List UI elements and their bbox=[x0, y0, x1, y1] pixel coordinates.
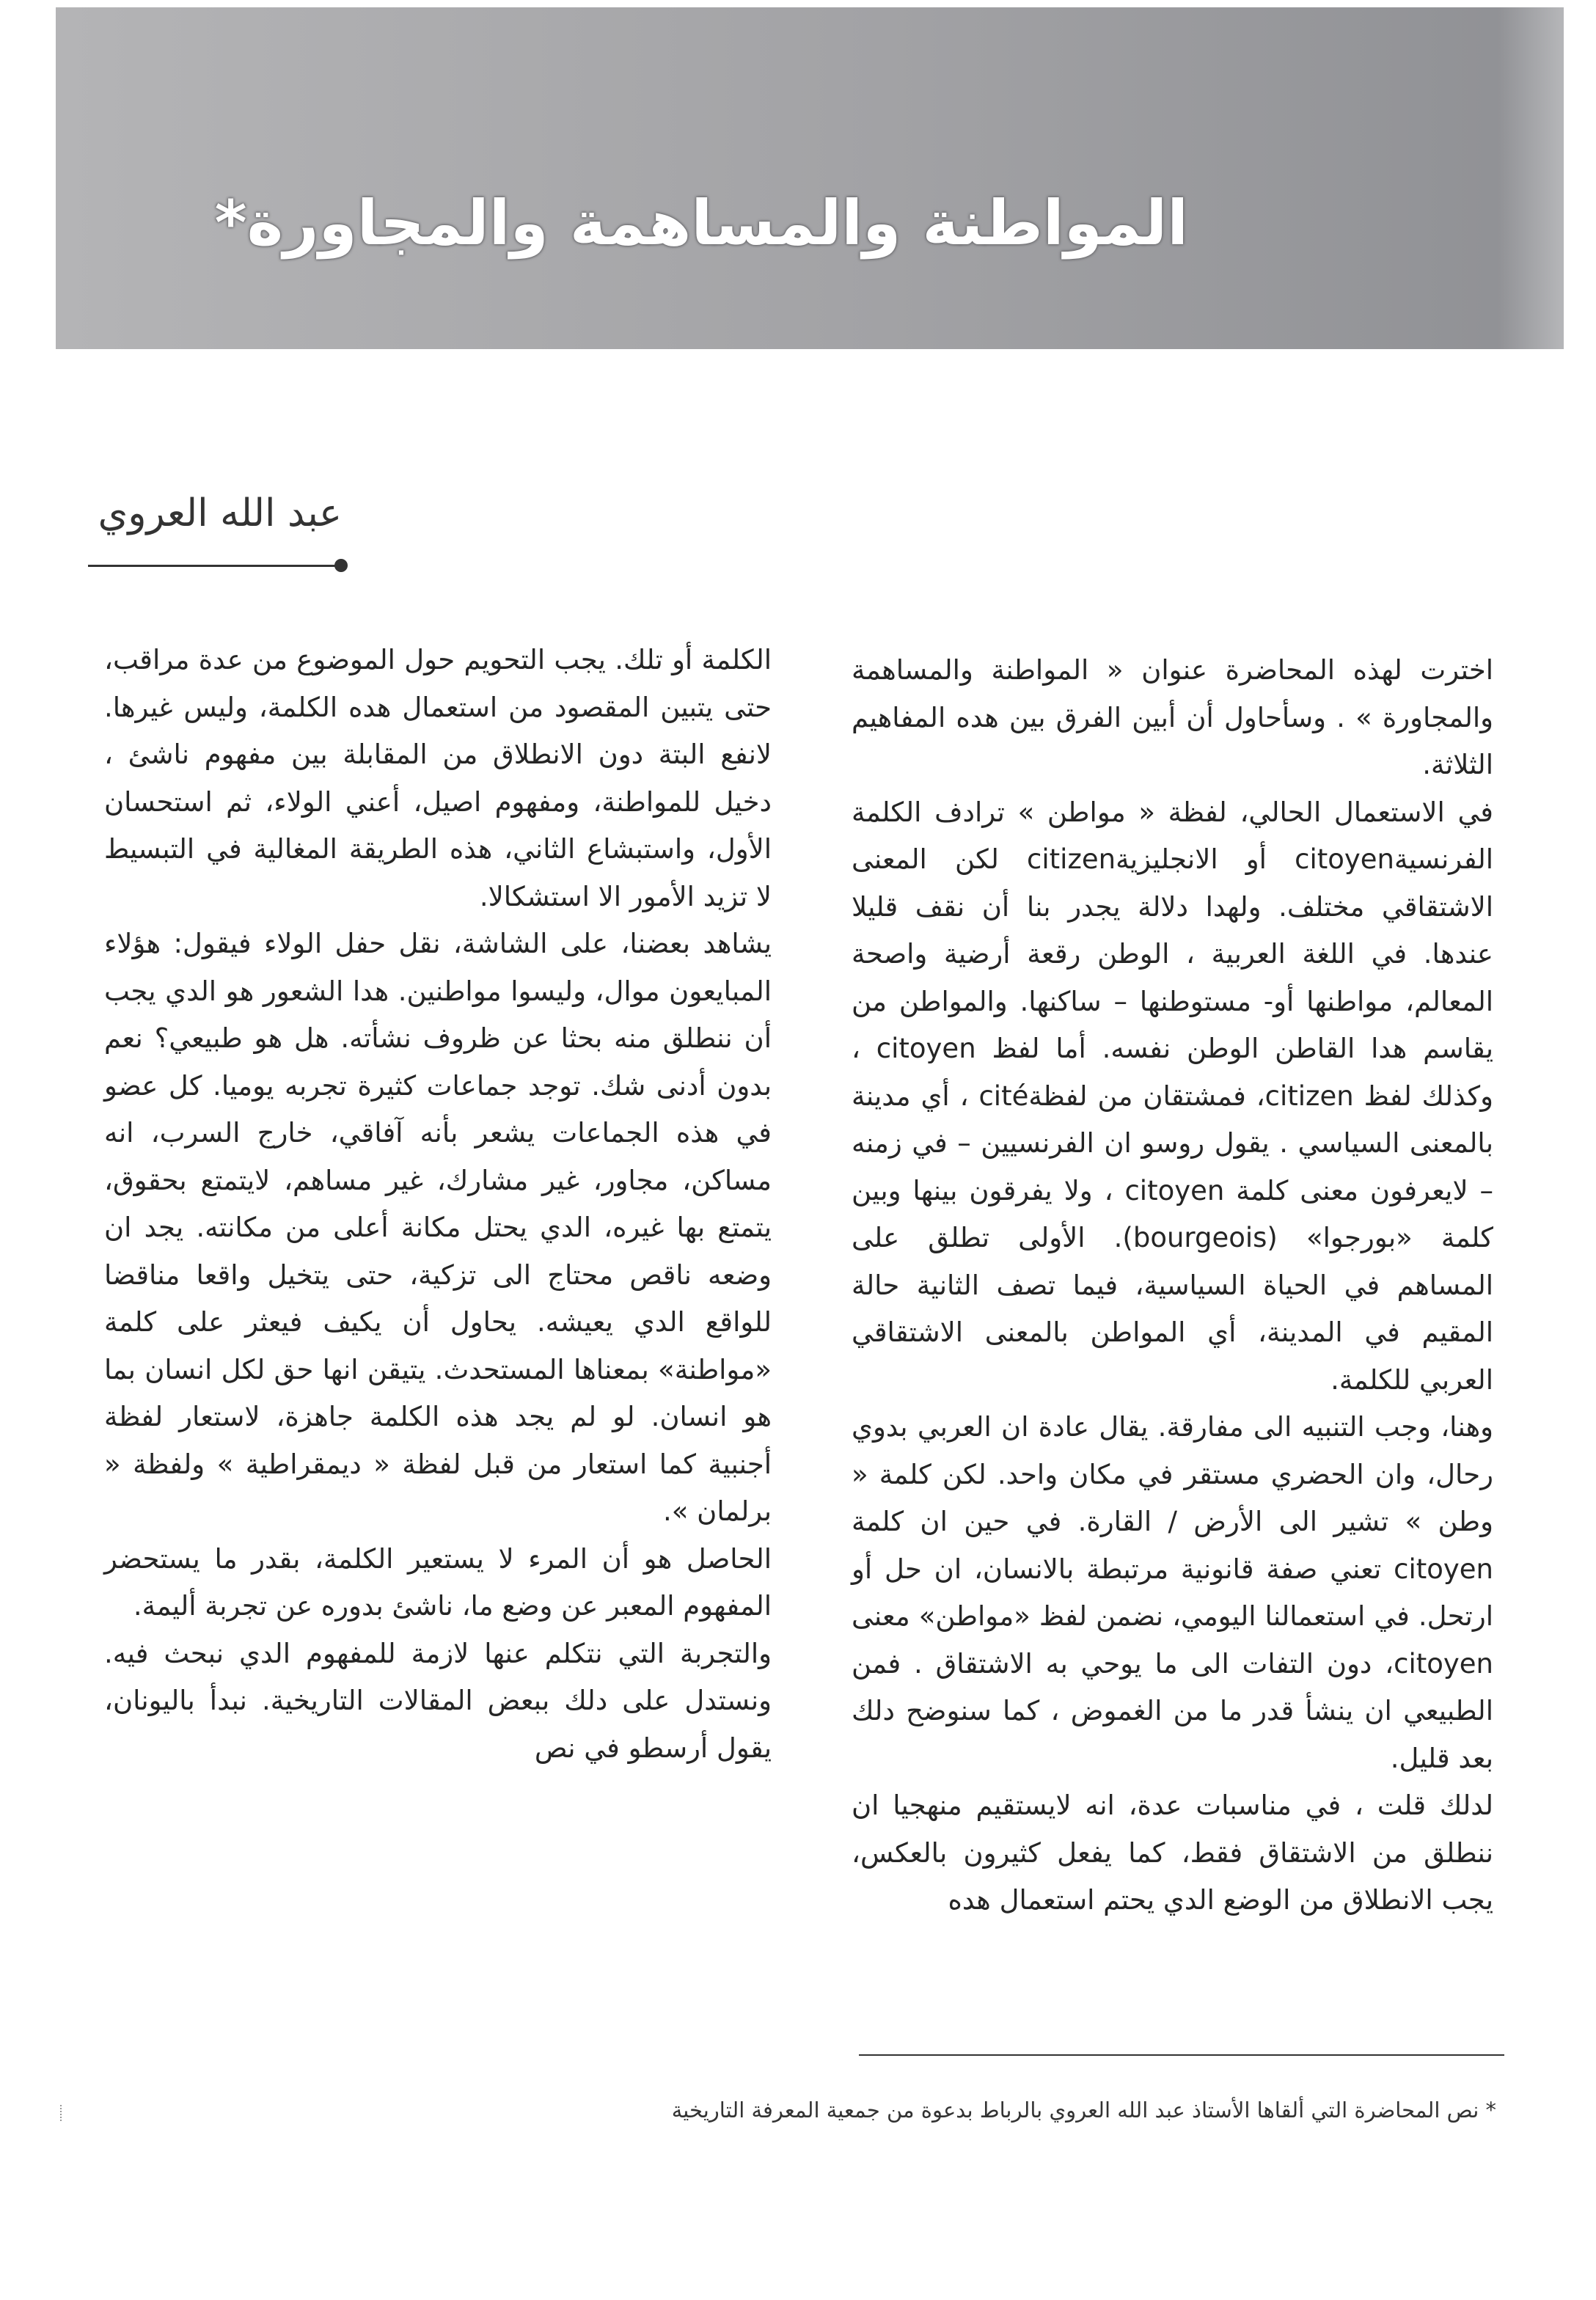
paragraph: الكلمة أو تلك. يجب التحويم حول الموضوع من عدة مراقب، حتى يتبين المقصود من استعمال هده الكلمة، وليس غيرها. لانفع البتة دون الانطلاق من المقابلة بين مفهوم ناشئ ، دخيل للمواطنة، ومفهوم اصيل، أعني الولاء، ثم استحسان الأول، واستبشاع الثاني، هذه الطريقة المغالية في التبسيط لا تزيد الأمور الا استشكالا. bbox=[104, 644, 772, 912]
paragraph: يشاهد بعضنا، على الشاشة، نقل حفل الولاء فيقول: هؤلاء المبايعون موال، وليسوا مواطنين. هدا الشعور هو الدي يجب أن ننطلق منه بحثا عن ظروف نشأته. هل هو طبيعي؟ نعم بدون أدنى شك. توجد جماعات كثيرة تجربه يوميا. كل عضو في هذه الجماعات يشعر بأنه آفاقي، خارج السرب، انه مساكن، مجاور، غير مشارك، غير مساهم، لايتمتع بحقوق، يتمتع بها غيره، الدي يحتل مكانة أعلى من مكانته. يجد ان وضعه ناقص محتاج الى تزكية، حتى يتخيل واقعا مناقضا للواقع الدي يعيشه. يحاول أن يكيف فيعثر على كلمة «مواطنة» بمعناها المستحدث. يتيقن انها حق لكل انسان بما هو انسان. لو لم يجد هذه الكلمة جاهزة، لاستعار لفظة أجنبية كما استعار من قبل لفظة « ديمقراطية » ولفظة « برلمان ». bbox=[104, 928, 772, 1527]
paragraph: الحاصل هو أن المرء لا يستعير الكلمة، بقدر ما يستحضر المفهوم المعبر عن وضع ما، ناشئ بدوره عن تجربة أليمة. bbox=[104, 1542, 772, 1622]
paragraph: وهنا، وجب التنبيه الى مفارقة. يقال عادة ان العربي بدوي رحال، وان الحضري مستقر في مكان واحد. لكن كلمة « وطن » تشير الى الأرض / القارة. في حين ان كلمة citoyen تعني صفة قانونية مرتبطة بالانسان، ان حل أو ارتحل. في استعمالنا اليومي، نضمن لفظ «مواطن» معنى citoyen، دون التفات الى ما يوحي به الاشتقاق . فمن الطبيعي ان ينشأ قدر ما من الغموض ، كما سنوضح دلك بعد قليل. bbox=[852, 1411, 1493, 1774]
paragraph: والتجربة التي نتكلم عنها لازمة للمفهوم الدي نبحث فيه. ونستدل على دلك ببعض المقالات التاريخية. نبدأ باليونان، يقول أرسطو في نص bbox=[104, 1637, 772, 1764]
banner-sheen bbox=[1498, 7, 1564, 349]
footnote: * نص المحاضرة التي ألقاها الأستاذ عبد الله العروي بالرباط بدعوة من جمعية المعرفة التاريخية bbox=[671, 2098, 1496, 2123]
paragraph: لدلك قلت ، في مناسبات عدة، انه لايستقيم منهجيا ان ننطلق من الاشتقاق فقط، كما يفعل كثيرون بالعكس، يجب الانطلاق من الوضع الدي يحتم استعمال هده bbox=[852, 1790, 1493, 1916]
author-name: عبد الله العروي bbox=[98, 491, 342, 535]
paragraph: في الاستعمال الحالي، لفظة « مواطن » ترادف الكلمة الفرنسيةcitoyen أو الانجليزيةcitizen لكن المعنى الاشتقاقي مختلف. ولهدا دلالة يجدر بنا أن نقف قليلا عندها. في اللغة العربية ، الوطن رقعة أرضية واصحة المعالم، مواطنها أو- مستوطنها – ساكنها. والمواطن من يقاسم هدا القاطن الوطن نفسه. أما لفظ citoyen ، وكذلك لفظ citizen، فمشتقان من لفظةcité ، أي مدينة بالمعنى السياسي . يقول روسو ان الفرنسيين – في زمنه – لايعرفون معنى كلمة citoyen ، ولا يفرقون بينها وبين كلمة «بورجوا» (bourgeois). الأولى تطلق على المساهم في الحياة السياسية، فيما تصف الثانية حالة المقيم في المدينة، أي المواطن بالمعنى الاشتقاقي العربي للكلمة. bbox=[852, 796, 1494, 1396]
author-underline bbox=[88, 565, 345, 567]
header-banner bbox=[56, 7, 1564, 349]
text-column-right bbox=[852, 647, 1493, 1924]
paragraph: اخترت لهذه المحاضرة عنوان « المواطنة والمساهمة والمجاورة » . وسأحاول أن أبين الفرق بين هده المفاهيم الثلاثة. bbox=[852, 654, 1493, 780]
margin-mark bbox=[60, 2105, 65, 2121]
article-title: المواطنة والمساهمة والمجاورة* bbox=[214, 187, 1188, 259]
column-end-rule bbox=[859, 2054, 1504, 2056]
author-underline-dot bbox=[334, 559, 348, 572]
text-column-left bbox=[104, 637, 772, 1772]
